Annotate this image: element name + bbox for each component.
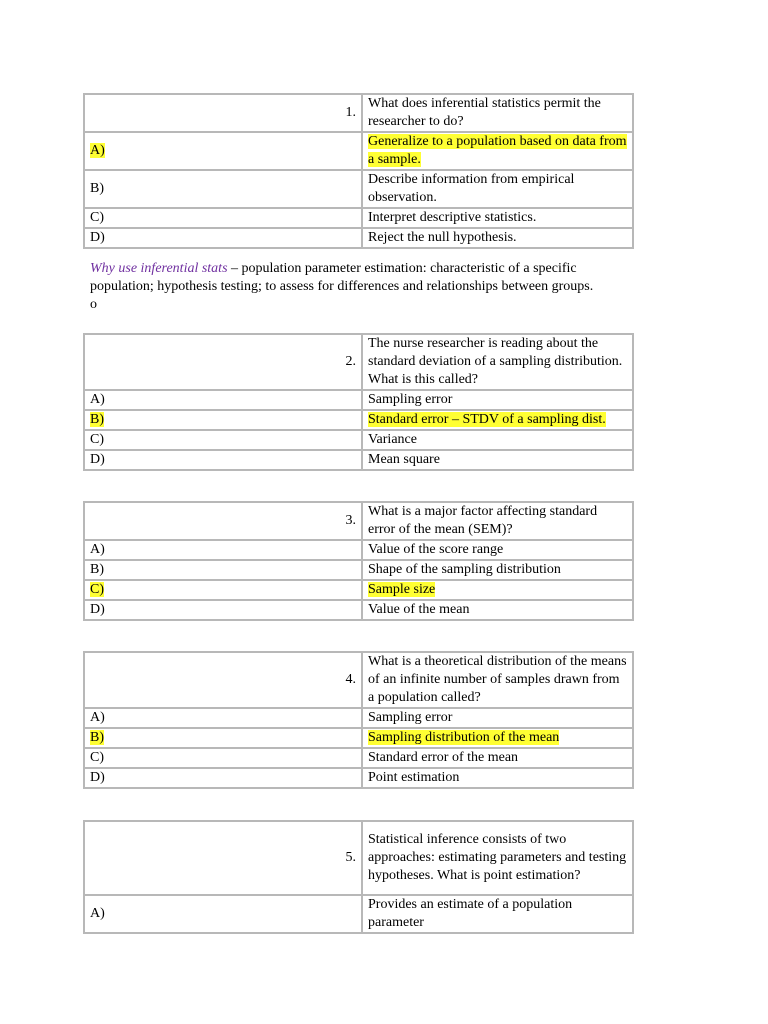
- question-stem: The nurse researcher is reading about the standard deviation of a sampling distribution. What is this called?: [362, 334, 633, 390]
- option-label: C): [84, 748, 362, 768]
- question-number: 1.: [84, 94, 362, 132]
- option-text: Value of the score range: [362, 540, 633, 560]
- question-3-table: [83, 501, 634, 621]
- note-trailing: o: [90, 297, 97, 312]
- option-row: [84, 580, 633, 600]
- option-text: Mean square: [362, 450, 633, 470]
- question-number: 3.: [84, 502, 362, 540]
- option-label: D): [84, 768, 362, 788]
- option-label: C): [84, 430, 362, 450]
- option-row: [84, 410, 633, 430]
- question-number: 4.: [84, 652, 362, 708]
- option-row: [84, 390, 633, 410]
- explanation-note: [90, 260, 640, 314]
- option-text: Standard error – STDV of a sampling dist.: [368, 412, 606, 427]
- option-text: Sample size: [368, 582, 436, 597]
- question-5-table: [83, 820, 634, 934]
- question-row: [84, 821, 633, 895]
- option-label: A): [84, 540, 362, 560]
- question-row: [84, 94, 633, 132]
- question-number: 5.: [84, 821, 362, 895]
- option-row: [84, 208, 633, 228]
- question-row: [84, 334, 633, 390]
- option-label: D): [84, 600, 362, 620]
- option-label: B): [84, 170, 362, 208]
- option-row: [84, 748, 633, 768]
- option-text: Shape of the sampling distribution: [362, 560, 633, 580]
- option-row: [84, 768, 633, 788]
- question-1-table: [83, 93, 634, 249]
- option-row: [84, 170, 633, 208]
- option-text: Sampling error: [362, 390, 633, 410]
- question-stem: What is a theoretical distribution of the means of an infinite number of samples drawn from a population called?: [362, 652, 633, 708]
- question-row: [84, 652, 633, 708]
- option-row: [84, 450, 633, 470]
- option-label: A): [84, 390, 362, 410]
- option-row: [84, 600, 633, 620]
- option-label: C): [90, 582, 104, 597]
- option-text: Point estimation: [362, 768, 633, 788]
- question-row: [84, 502, 633, 540]
- option-row: [84, 540, 633, 560]
- option-label: B): [84, 560, 362, 580]
- option-text: Sampling error: [362, 708, 633, 728]
- option-label: B): [90, 412, 104, 427]
- question-stem: What does inferential statistics permit the researcher to do?: [362, 94, 633, 132]
- option-row: [84, 708, 633, 728]
- question-4-table: [83, 651, 634, 789]
- question-stem: What is a major factor affecting standard error of the mean (SEM)?: [362, 502, 633, 540]
- option-row: [84, 228, 633, 248]
- note-emphasis: Why use inferential stats: [90, 261, 228, 276]
- option-row: [84, 728, 633, 748]
- option-text: Describe information from empirical observation.: [362, 170, 633, 208]
- question-number: 2.: [84, 334, 362, 390]
- option-label: D): [84, 450, 362, 470]
- note-text: – population parameter estimation: characteristic of a specific population; hypothesis testing; to assess for differences and relationships between groups.: [90, 261, 594, 294]
- option-label: B): [90, 730, 104, 745]
- option-text: Variance: [362, 430, 633, 450]
- option-text: Reject the null hypothesis.: [362, 228, 633, 248]
- option-text: Generalize to a population based on data from a sample.: [368, 134, 627, 167]
- option-text: Provides an estimate of a population parameter: [362, 895, 633, 933]
- option-label: A): [84, 708, 362, 728]
- question-2-table: [83, 333, 634, 471]
- option-text: Value of the mean: [362, 600, 633, 620]
- option-text: Interpret descriptive statistics.: [362, 208, 633, 228]
- question-stem: Statistical inference consists of two approaches: estimating parameters and testing hypotheses. What is point estimation?: [362, 821, 633, 895]
- option-label: C): [84, 208, 362, 228]
- option-row: [84, 132, 633, 170]
- option-row: [84, 430, 633, 450]
- option-label: A): [90, 143, 105, 158]
- option-label: A): [84, 895, 362, 933]
- option-text: Standard error of the mean: [362, 748, 633, 768]
- option-text: Sampling distribution of the mean: [368, 730, 560, 745]
- option-row: [84, 895, 633, 933]
- option-row: [84, 560, 633, 580]
- option-label: D): [84, 228, 362, 248]
